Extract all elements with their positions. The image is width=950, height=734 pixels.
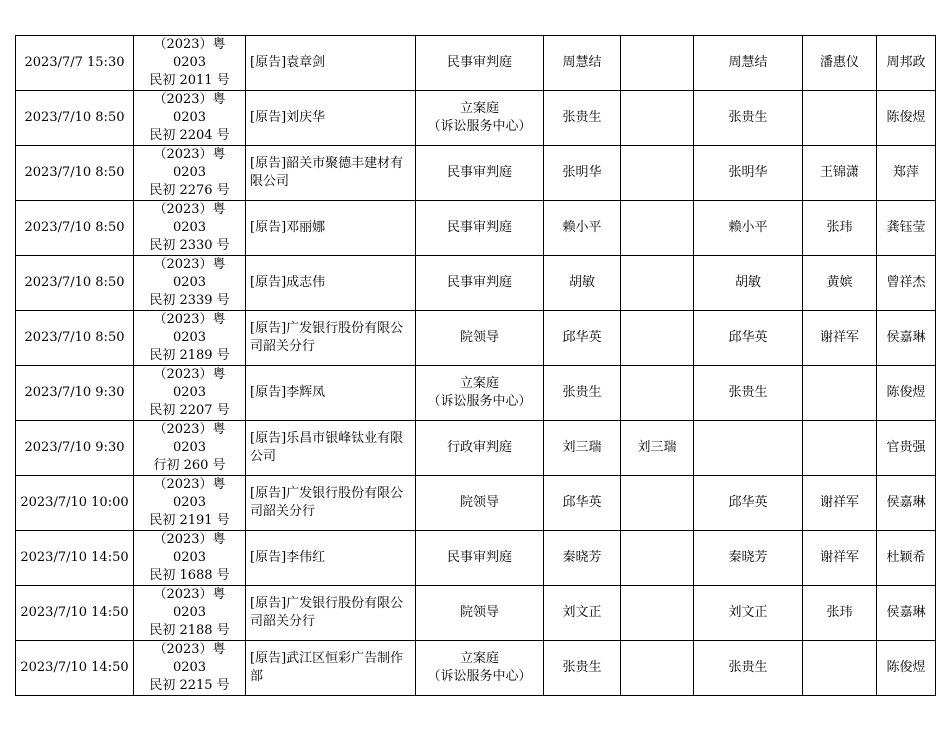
presiding-judge-cell: 张贵生	[694, 641, 803, 696]
case-number-cell	[134, 641, 246, 696]
case-number-line-2: 民初 2204 号	[149, 128, 230, 143]
table-row	[16, 146, 936, 201]
presiding-judge-cell	[694, 421, 803, 476]
case-number-cell	[134, 36, 246, 91]
case-number-line-1: （2023）粤 0203	[153, 642, 226, 675]
department-cell	[416, 641, 544, 696]
extra-judge-cell	[621, 311, 694, 366]
presiding-judge-cell: 赖小平	[694, 201, 803, 256]
hearing-time-cell: 2023/7/10 9:30	[16, 366, 134, 421]
clerk-cell: 曾祥杰	[877, 256, 936, 311]
judge-cell: 周慧结	[544, 36, 621, 91]
judge-cell: 张贵生	[544, 91, 621, 146]
table-row	[16, 641, 936, 696]
extra-judge-cell	[621, 36, 694, 91]
table-row	[16, 201, 936, 256]
case-number-cell	[134, 201, 246, 256]
department-line-1: 民事审判庭	[446, 550, 512, 565]
panel-member-cell: 谢祥军	[803, 311, 877, 366]
department-line-1: 立案庭	[459, 101, 499, 116]
presiding-judge-cell: 胡敏	[694, 256, 803, 311]
table-row	[16, 531, 936, 586]
department-line-1: 立案庭	[459, 376, 499, 391]
extra-judge-cell	[621, 146, 694, 201]
case-number-line-1: （2023）粤 0203	[153, 367, 226, 400]
clerk-cell: 杜颖希	[877, 531, 936, 586]
presiding-judge-cell: 邱华英	[694, 476, 803, 531]
judge-cell: 邱华英	[544, 476, 621, 531]
department-cell	[416, 256, 544, 311]
department-cell	[416, 476, 544, 531]
panel-member-cell: 王锦潇	[803, 146, 877, 201]
table-row	[16, 421, 936, 476]
presiding-judge-cell: 邱华英	[694, 311, 803, 366]
panel-member-cell: 黄嫔	[803, 256, 877, 311]
clerk-cell: 官贵强	[877, 421, 936, 476]
case-number-line-1: （2023）粤 0203	[153, 532, 226, 565]
party-cell: [原告]刘庆华	[246, 91, 416, 146]
case-number-cell	[134, 476, 246, 531]
presiding-judge-cell: 张明华	[694, 146, 803, 201]
table-row	[16, 366, 936, 421]
case-number-cell	[134, 586, 246, 641]
case-number-line-2: 民初 2011 号	[149, 73, 230, 88]
department-line-2: （诉讼服务中心）	[427, 119, 532, 134]
case-number-line-1: （2023）粤 0203	[153, 147, 226, 180]
hearing-time-cell: 2023/7/10 14:50	[16, 531, 134, 586]
case-number-line-2: 民初 2276 号	[149, 183, 230, 198]
extra-judge-cell	[621, 201, 694, 256]
table-row	[16, 256, 936, 311]
case-number-cell	[134, 311, 246, 366]
panel-member-cell	[803, 366, 877, 421]
case-number-line-2: 民初 2188 号	[149, 623, 230, 638]
case-number-line-2: 民初 2189 号	[149, 348, 230, 363]
case-number-cell	[134, 366, 246, 421]
case-number-line-2: 民初 1688 号	[149, 568, 230, 583]
panel-member-cell	[803, 641, 877, 696]
case-number-cell	[134, 91, 246, 146]
panel-member-cell: 谢祥军	[803, 531, 877, 586]
presiding-judge-cell: 秦晓芳	[694, 531, 803, 586]
clerk-cell: 陈俊煜	[877, 641, 936, 696]
case-number-line-2: 民初 2339 号	[149, 293, 230, 308]
case-number-line-2: 民初 2191 号	[149, 513, 230, 528]
party-cell: [原告]武江区恒彩广告制作部	[246, 641, 416, 696]
panel-member-cell: 张玮	[803, 201, 877, 256]
case-number-line-1: （2023）粤 0203	[153, 202, 226, 235]
party-cell: [原告]广发银行股份有限公司韶关分行	[246, 311, 416, 366]
department-line-1: 院领导	[459, 605, 499, 620]
party-cell: [原告]李伟红	[246, 531, 416, 586]
case-number-line-1: （2023）粤 0203	[153, 477, 226, 510]
department-cell	[416, 586, 544, 641]
case-number-cell	[134, 421, 246, 476]
case-number-line-2: 民初 2215 号	[149, 678, 230, 693]
hearing-schedule-table	[15, 35, 936, 696]
hearing-time-cell: 2023/7/10 14:50	[16, 586, 134, 641]
case-number-line-2: 民初 2330 号	[149, 238, 230, 253]
extra-judge-cell	[621, 531, 694, 586]
department-line-1: 院领导	[459, 330, 499, 345]
judge-cell: 秦晓芳	[544, 531, 621, 586]
extra-judge-cell	[621, 476, 694, 531]
hearing-time-cell: 2023/7/10 14:50	[16, 641, 134, 696]
panel-member-cell: 潘惠仪	[803, 36, 877, 91]
department-line-1: 行政审判庭	[446, 440, 512, 455]
case-number-cell	[134, 256, 246, 311]
clerk-cell: 陈俊煜	[877, 91, 936, 146]
extra-judge-cell	[621, 366, 694, 421]
party-cell: [原告]成志伟	[246, 256, 416, 311]
table-row	[16, 586, 936, 641]
hearing-time-cell: 2023/7/10 8:50	[16, 311, 134, 366]
department-line-2: （诉讼服务中心）	[427, 394, 532, 409]
table-row	[16, 91, 936, 146]
hearing-time-cell: 2023/7/10 10:00	[16, 476, 134, 531]
party-cell: [原告]乐昌市银峰钛业有限公司	[246, 421, 416, 476]
case-number-cell	[134, 531, 246, 586]
clerk-cell: 侯嘉琳	[877, 586, 936, 641]
department-cell	[416, 366, 544, 421]
table-row	[16, 36, 936, 91]
judge-cell: 张明华	[544, 146, 621, 201]
case-number-line-1: （2023）粤 0203	[153, 37, 226, 70]
hearing-schedule-body	[16, 36, 936, 696]
case-number-line-1: （2023）粤 0203	[153, 422, 226, 455]
department-cell	[416, 36, 544, 91]
judge-cell: 张贵生	[544, 641, 621, 696]
clerk-cell: 郑萍	[877, 146, 936, 201]
party-cell: [原告]李辉凤	[246, 366, 416, 421]
party-cell: [原告]韶关市聚德丰建材有限公司	[246, 146, 416, 201]
extra-judge-cell	[621, 586, 694, 641]
department-line-1: 立案庭	[459, 651, 499, 666]
panel-member-cell: 张玮	[803, 586, 877, 641]
department-line-1: 民事审判庭	[446, 165, 512, 180]
department-cell	[416, 421, 544, 476]
extra-judge-cell	[621, 256, 694, 311]
presiding-judge-cell: 刘文正	[694, 586, 803, 641]
case-number-cell	[134, 146, 246, 201]
department-cell	[416, 146, 544, 201]
table-row	[16, 476, 936, 531]
case-number-line-1: （2023）粤 0203	[153, 92, 226, 125]
department-cell	[416, 531, 544, 586]
case-number-line-1: （2023）粤 0203	[153, 257, 226, 290]
department-line-1: 院领导	[459, 495, 499, 510]
department-line-1: 民事审判庭	[446, 55, 512, 70]
panel-member-cell	[803, 91, 877, 146]
panel-member-cell: 谢祥军	[803, 476, 877, 531]
presiding-judge-cell: 周慧结	[694, 36, 803, 91]
presiding-judge-cell: 张贵生	[694, 91, 803, 146]
party-cell: [原告]邓丽娜	[246, 201, 416, 256]
department-line-1: 民事审判庭	[446, 220, 512, 235]
clerk-cell: 侯嘉琳	[877, 476, 936, 531]
extra-judge-cell	[621, 641, 694, 696]
judge-cell: 张贵生	[544, 366, 621, 421]
table-row	[16, 311, 936, 366]
clerk-cell: 龚钰莹	[877, 201, 936, 256]
hearing-time-cell: 2023/7/10 8:50	[16, 256, 134, 311]
department-line-2: （诉讼服务中心）	[427, 669, 532, 684]
clerk-cell: 陈俊煜	[877, 366, 936, 421]
case-number-line-1: （2023）粤 0203	[153, 587, 226, 620]
judge-cell: 邱华英	[544, 311, 621, 366]
hearing-time-cell: 2023/7/7 15:30	[16, 36, 134, 91]
hearing-time-cell: 2023/7/10 8:50	[16, 201, 134, 256]
judge-cell: 刘三瑞	[544, 421, 621, 476]
extra-judge-cell	[621, 91, 694, 146]
case-number-line-2: 民初 2207 号	[149, 403, 230, 418]
panel-member-cell	[803, 421, 877, 476]
extra-judge-cell: 刘三瑞	[621, 421, 694, 476]
hearing-time-cell: 2023/7/10 8:50	[16, 91, 134, 146]
department-cell	[416, 201, 544, 256]
party-cell: [原告]广发银行股份有限公司韶关分行	[246, 476, 416, 531]
judge-cell: 刘文正	[544, 586, 621, 641]
hearing-time-cell: 2023/7/10 8:50	[16, 146, 134, 201]
case-number-line-2: 行初 260 号	[153, 458, 226, 473]
judge-cell: 胡敏	[544, 256, 621, 311]
party-cell: [原告]广发银行股份有限公司韶关分行	[246, 586, 416, 641]
department-cell	[416, 311, 544, 366]
case-number-line-1: （2023）粤 0203	[153, 312, 226, 345]
judge-cell: 赖小平	[544, 201, 621, 256]
department-line-1: 民事审判庭	[446, 275, 512, 290]
hearing-time-cell: 2023/7/10 9:30	[16, 421, 134, 476]
party-cell: [原告]袁章剑	[246, 36, 416, 91]
clerk-cell: 周邦政	[877, 36, 936, 91]
clerk-cell: 侯嘉琳	[877, 311, 936, 366]
department-cell	[416, 91, 544, 146]
presiding-judge-cell: 张贵生	[694, 366, 803, 421]
